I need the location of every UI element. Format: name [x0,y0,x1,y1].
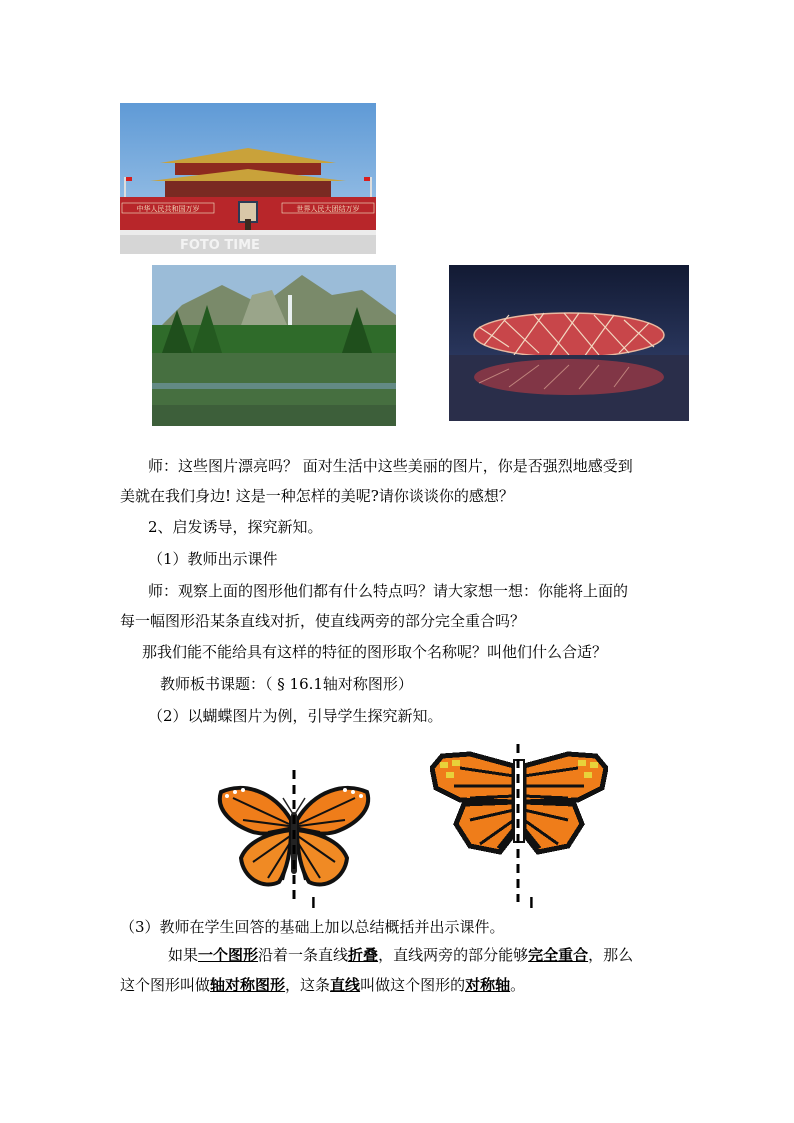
definition-text: ，那么 [588,946,634,964]
photo-watermark: FOTO TIME [180,238,260,253]
definition-term-coincide: 完全重合 [528,946,589,964]
banner-right-text: 世界人民大团结万岁 [296,205,360,213]
paragraph-lesson-title: 教师板书课题：（ § 16.1轴对称图形） [160,675,413,693]
definition-line-1 [168,944,633,966]
definition-term-axis: 对称轴 [465,976,511,994]
paragraph-observe-1: 师：观察上面的图形他们都有什么特点吗？请大家想一想：你能将上面的 [148,582,629,600]
birds-nest-stadium-photo [449,265,689,421]
tiananmen-photo [120,103,376,254]
banner-left-text: 中华人民共和国万岁 [136,205,200,213]
definition-text: 。 [510,976,526,994]
definition-term-fold: 折叠 [348,946,379,964]
definition-term-line: 直线 [330,976,361,994]
paragraph-teacher-question-2: 美就在我们身边! 这是一种怎样的美呢?请你谈谈你的感想？ [120,487,514,505]
paragraph-observe-2: 每一幅图形沿某条直线对折，使直线两旁的部分完全重合吗？ [120,612,526,630]
paragraph-naming-question: 那我们能不能给具有这样的特征的图形取个名称呢？叫他们什么合适？ [142,643,608,661]
right-axis-label: l [529,896,534,912]
right-symmetry-axis [515,744,521,902]
definition-text: ，直线两旁的部分能够 [378,946,529,964]
definition-term-figure: 一个图形 [198,946,259,964]
paragraph-step-2-1: （1）教师出示课件 [148,550,278,568]
paragraph-step-2-2: （2）以蝴蝶图片为例，引导学生探究新知。 [148,707,443,725]
paragraph-step-2-3: （3）教师在学生回答的基础上加以总结概括并出示课件。 [120,918,505,936]
paragraph-teacher-question-1: 师：这些图片漂亮吗？ 面对生活中这些美丽的图片，你是否强烈地感受到 [148,457,633,475]
definition-term-axisymmetric-figure: 轴对称图形 [210,976,286,994]
paragraph-step-2: 2、启发诱导，探究新知。 [148,518,323,536]
definition-text: 沿着一条直线 [258,946,349,964]
definition-text: ，这条 [285,976,331,994]
mountain-lake-photo [152,265,396,426]
left-axis-label: l [311,896,316,912]
definition-text: 叫做这个图形的 [360,976,466,994]
left-symmetry-axis [291,770,297,905]
definition-line-2 [120,974,525,996]
definition-text: 如果 [168,946,199,964]
definition-text: 这个图形叫做 [120,976,211,994]
